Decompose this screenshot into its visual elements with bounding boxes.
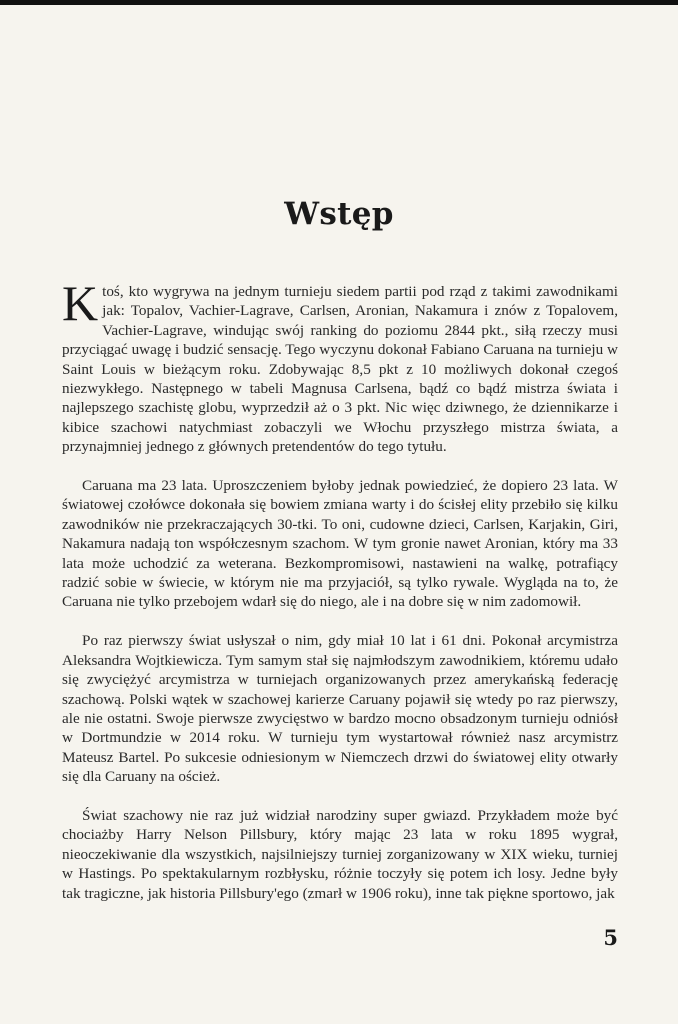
drop-cap: K [62, 275, 99, 331]
paragraph-1 [62, 275, 618, 457]
scan-top-edge [0, 0, 678, 5]
paragraph-2: Caruana ma 23 lata. Uproszczeniem byłoby jednak powiedzieć, że dopiero 23 lata. W światowej czołówce dokonała się bowiem zmiana warty i do ścisłej elity przebiło się kilku zawodników nie przekraczających 30-tki. To oni, cudowne dzieci, Carlsen, Karjakin, Giri, Nakamura nadają ton współczesnym szachom. W tym gronie nawet Aronian, który ma 33 lata może uchodzić za weterana. Bezkompromisowi, nastawieni na walkę, potrafiący radzić sobie w świecie, w którym nie ma przyjaciół, są tylko rywale. Wygląda na to, że Caruana nie tylko przebojem wdarł się do niego, ale i na dobre się w nim zadomowił. [62, 477, 618, 611]
page-number: 5 [603, 925, 618, 950]
page-title: Wstęp [284, 195, 394, 232]
paragraph-3: Po raz pierwszy świat usłyszał o nim, gdy miał 10 lat i 61 dni. Pokonał arcymistrza Aleksandra Wojtkiewicza. Tym samym stał się najmłodszym zawodnikiem, któremu udało się zwyciężyć arcymistrza w turniejach organizowanych przez amerykańską federację szachową. Polski wątek w szachowej karierze Caruany pojawił się wtedy po raz pierwszy, ale nie ostatni. Swoje pierwsze zwycięstwo w bardzo mocno obsadzonym turnieju odniósł w Dortmundzie w 2014 roku. W turnieju tym wystartował również nasz arcymistrz Mateusz Bartel. Po sukcesie odniesionym w Niemczech drzwi do światowej elity otwarły się dla Caruany na oścież. [62, 632, 618, 786]
paragraph-4: Świat szachowy nie raz już widział narodziny super gwiazd. Przykładem może być chociażby Harry Nelson Pillsbury, który mając 23 lata w roku 1895 wygrał, nieoczekiwanie dla wszystkich, najsilniejszy turniej zorganizowany w XIX wieku, turniej w Hastings. Po spektakularnym rozbłysku, różnie toczyły się potem ich losy. Jedne były tak tragiczne, jak historia Pillsbury'ego (zmarł w 1906 roku), inne tak piękne sportowo, jak [62, 806, 618, 902]
paragraph-1-text: toś, kto wygrywa na jednym turnieju siedem partii pod rząd z takimi zawodnikami jak: Topalov, Vachier-Lagrave, Carlsen, Aronian, Nakamura i znów z Topalovem, Vachier-Lagrave, windując swój ranking do poziomu 2844 pkt., siłą rzeczy musi przyciągać uwagę i budzić sensację. Tego wyczynu dokonał Fabiano Caruana na turnieju w Saint Louis w bieżącym roku. Zdobywając 8,5 pkt z 10 możliwych dokonał czegoś niezwykłego. Następnego w tabeli Magnusa Carlsena, bądź co bądź mistrza świata i najlepszego szachistę globu, wyprzedził aż o 3 pkt. Nic więc dziwnego, że dziennikarze i kibice szachowi natychmiast zobaczyli we Włochu przyszłego mistrza świata, a przynajmniej jednego z głównych pretendentów do tego tytułu. [62, 283, 618, 456]
body-text [62, 275, 618, 922]
